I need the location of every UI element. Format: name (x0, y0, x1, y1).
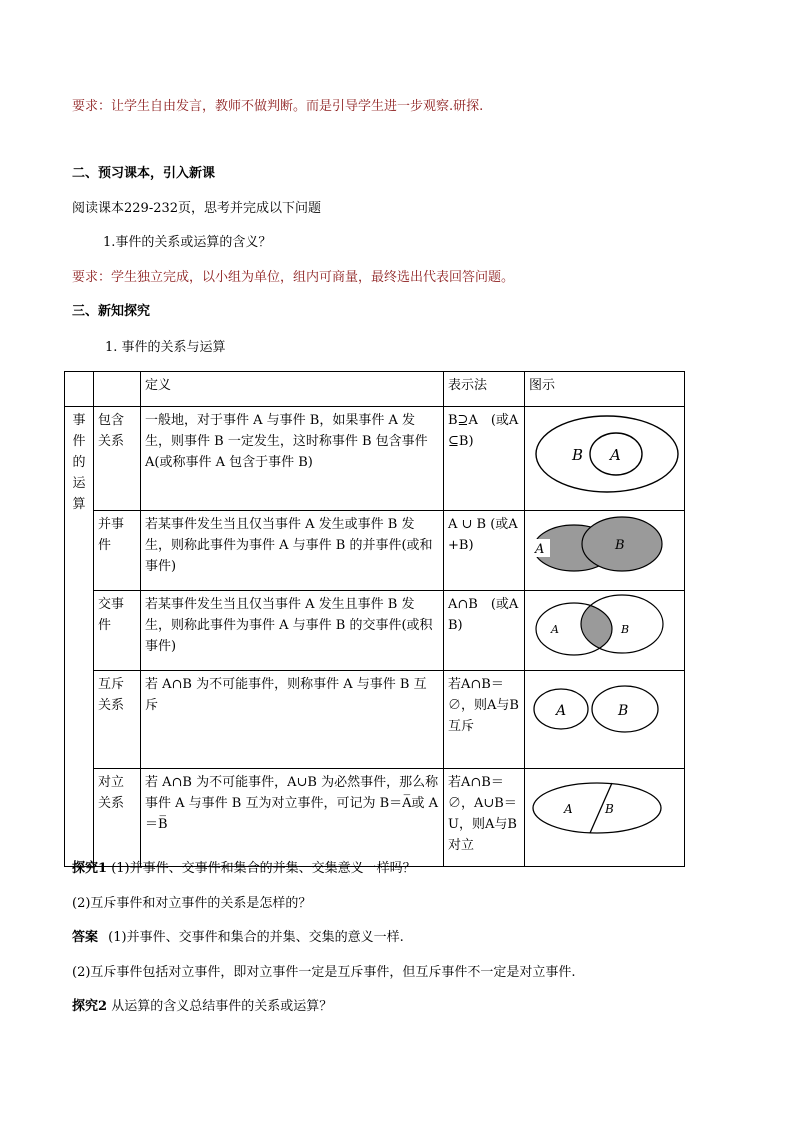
explore1-label: 探究1 (72, 861, 108, 876)
label-a: A (551, 623, 559, 636)
label-b: B (605, 802, 614, 816)
section2-title: 二、预习课本，引入新课 (72, 166, 216, 181)
section3-title: 三、新知探究 (72, 304, 151, 319)
row-notation: 若A∩B＝∅，则A与B互斥 (444, 671, 525, 769)
label-b: B (621, 623, 630, 636)
answer-2: (2)互斥事件包括对立事件，即对立事件一定是互斥事件，但互斥事件不一定是对立事件. (72, 965, 576, 980)
section2-requirement: 要求：学生独立完成，以小组为单位，组内可商量，最终选出代表回答问题。 (72, 270, 515, 285)
label-a: A (535, 542, 545, 557)
question-1: 1.事件的关系或运算的含义？ (103, 235, 272, 250)
group-label: 事件的运算 (65, 407, 94, 867)
row-notation: A ∪ B (或A+B) (444, 511, 525, 591)
label-a: A (556, 703, 567, 719)
row-notation: 若A∩B＝∅，A∪B＝U，则A与B对立 (444, 769, 525, 867)
answer-line (72, 929, 404, 947)
table-row (65, 671, 685, 769)
reading-instruction: 阅读课本229-232页，思考并完成以下问题 (72, 201, 322, 216)
complementary-diagram (529, 772, 679, 844)
explore2-question: 从运算的含义总结事件的关系或运算？ (111, 999, 333, 1014)
label-a: A (610, 446, 621, 464)
table-row (65, 591, 685, 671)
diagram-cell (525, 511, 685, 591)
explore1-q1-line (72, 860, 416, 878)
diagram-cell (525, 591, 685, 671)
event-relations-table (64, 371, 685, 867)
header-notation: 表示法 (444, 372, 525, 407)
diagram-cell (525, 671, 685, 769)
row-definition: 一般地，对于事件 A 与事件 B，如果事件 A 发生，则事件 B 一定发生，这时称事件 B 包含事件 A(或称事件 A 包含于事件 B) (141, 407, 444, 511)
diagram-cell (525, 407, 685, 511)
row-notation: B⊇A (或A⊆B) (444, 407, 525, 511)
subset-venn-diagram (529, 410, 679, 500)
label-a: A (564, 802, 573, 816)
mutually-exclusive-diagram (529, 674, 679, 744)
table-row (65, 407, 685, 511)
header-diagram: 图示 (525, 372, 685, 407)
row-definition: 若 A∩B 为不可能事件，A∪B 为必然事件，那么称事件 A 与事件 B 互为对立事件，可记为 B＝A̅或 A＝B̅ (141, 769, 444, 867)
union-venn-diagram (529, 514, 679, 580)
label-b: B (572, 446, 584, 464)
intersection-venn-diagram (529, 594, 679, 660)
row-definition: 若某事件发生当且仅当事件 A 发生或事件 B 发生，则称此事件为事件 A 与事件 B 的并事件(或和事件) (141, 511, 444, 591)
intro-requirement: 要求：让学生自由发言，教师不做判断。而是引导学生进一步观察.研探. (72, 99, 484, 114)
row-definition: 若 A∩B 为不可能事件，则称事件 A 与事件 B 互斥 (141, 671, 444, 769)
row-definition: 若某事件发生当且仅当事件 A 发生且事件 B 发生，则称此事件为事件 A 与事件 B 的交事件(或积事件) (141, 591, 444, 671)
table-row (65, 511, 685, 591)
section3-subtitle: 1. 事件的关系与运算 (105, 340, 226, 355)
header-empty-2 (94, 372, 141, 407)
row-notation: A∩B (或AB) (444, 591, 525, 671)
diagram-cell (525, 769, 685, 867)
row-name: 包含关系 (94, 407, 141, 511)
row-name: 交事件 (94, 591, 141, 671)
explore2-label: 探究2 (72, 999, 108, 1014)
table-row (65, 769, 685, 867)
answer-1: (1)并事件、交事件和集合的并集、交集的意义一样. (108, 930, 404, 945)
row-name: 对立关系 (94, 769, 141, 867)
table-header-row (65, 372, 685, 407)
row-name: 互斥关系 (94, 671, 141, 769)
header-definition: 定义 (141, 372, 444, 407)
header-empty-1 (65, 372, 94, 407)
row-name: 并事件 (94, 511, 141, 591)
answer-label: 答案 (72, 930, 99, 945)
explore2-line (72, 998, 332, 1016)
explore1-q2: (2)互斥事件和对立事件的关系是怎样的？ (72, 896, 312, 911)
label-b: B (618, 703, 629, 719)
explore1-q1: (1)并事件、交事件和集合的并集、交集意义一样吗？ (111, 861, 416, 876)
label-b: B (615, 538, 625, 553)
